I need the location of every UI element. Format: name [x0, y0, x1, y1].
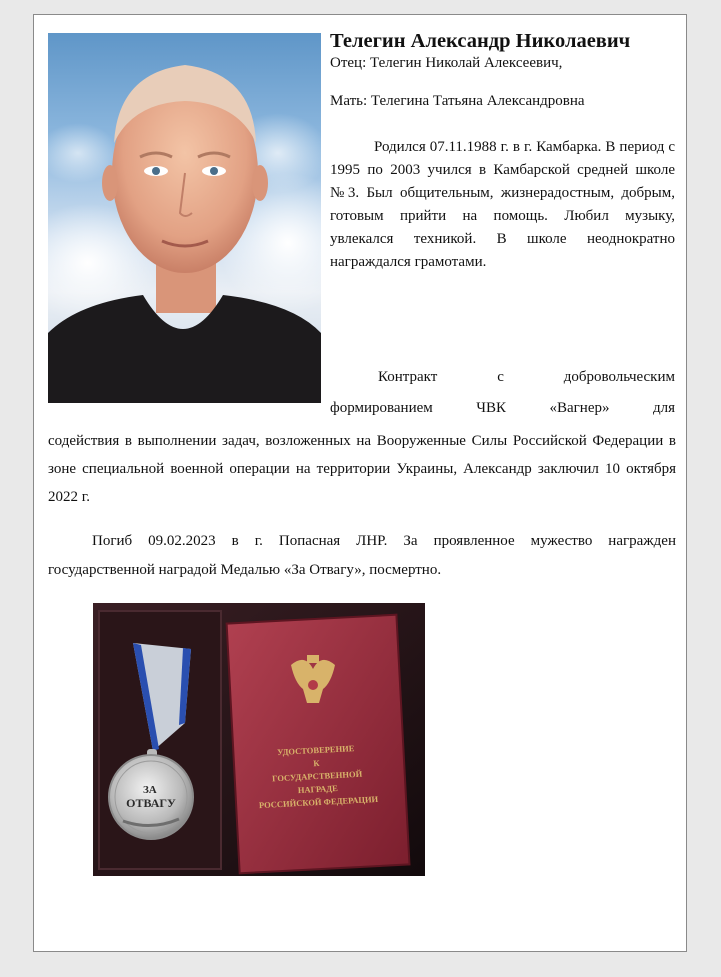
mother-line: Мать: Телегина Татьяна Александровна — [330, 93, 585, 109]
portrait-photo — [48, 33, 321, 403]
portrait-illustration — [48, 33, 321, 403]
biography-paragraph: Родился 07.11.1988 г. в г. Камбарка. В период с 1995 по 2003 учился в Камбарской средней школе №3. Был общительным, жизнерадостным, добрым, готовым прийти на помощь. Любил музыку, увлекался техникой. В школе неоднократно награждался грамотами. — [330, 139, 675, 270]
award-illustration — [93, 603, 425, 876]
certificate-line-2: К — [313, 757, 320, 769]
certificate-line-4: НАГРАДЕ — [297, 782, 339, 796]
certificate-line-3: ГОСУДАРСТВЕННОЙ — [271, 768, 363, 784]
contract-paragraph: содействия в выполнении задач, возложенных на Вооруженные Силы Российской Федерации в зоне специальной военной операции на территории Украины, Александр заключил 10 октября 2022 г. — [48, 433, 676, 505]
death-paragraph: Погиб 09.02.2023 в г. Попасная ЛНР. За проявленное мужество награжден государственной наградой Медалью «За Отвагу», посмертно. — [48, 533, 676, 578]
medal-inscription-line1: ЗА — [143, 784, 157, 796]
medal-inscription-line2: ОТВАГУ — [126, 796, 176, 810]
certificate-line-5: РОССИЙСКОЙ ФЕДЕРАЦИИ — [258, 793, 379, 811]
person-name: Телегин Александр Николаевич — [330, 30, 631, 52]
award-photo — [93, 603, 425, 876]
certificate-line-1: УДОСТОВЕРЕНИЕ — [276, 743, 355, 758]
contract-line-2: формированием ЧВК «Вагнер» для — [330, 400, 675, 416]
contract-line-1: Контракт с добровольческим — [378, 369, 675, 385]
person-header — [330, 29, 675, 111]
father-line: Отец: Телегин Николай Алексеевич, — [330, 55, 563, 71]
document-page — [33, 14, 687, 952]
